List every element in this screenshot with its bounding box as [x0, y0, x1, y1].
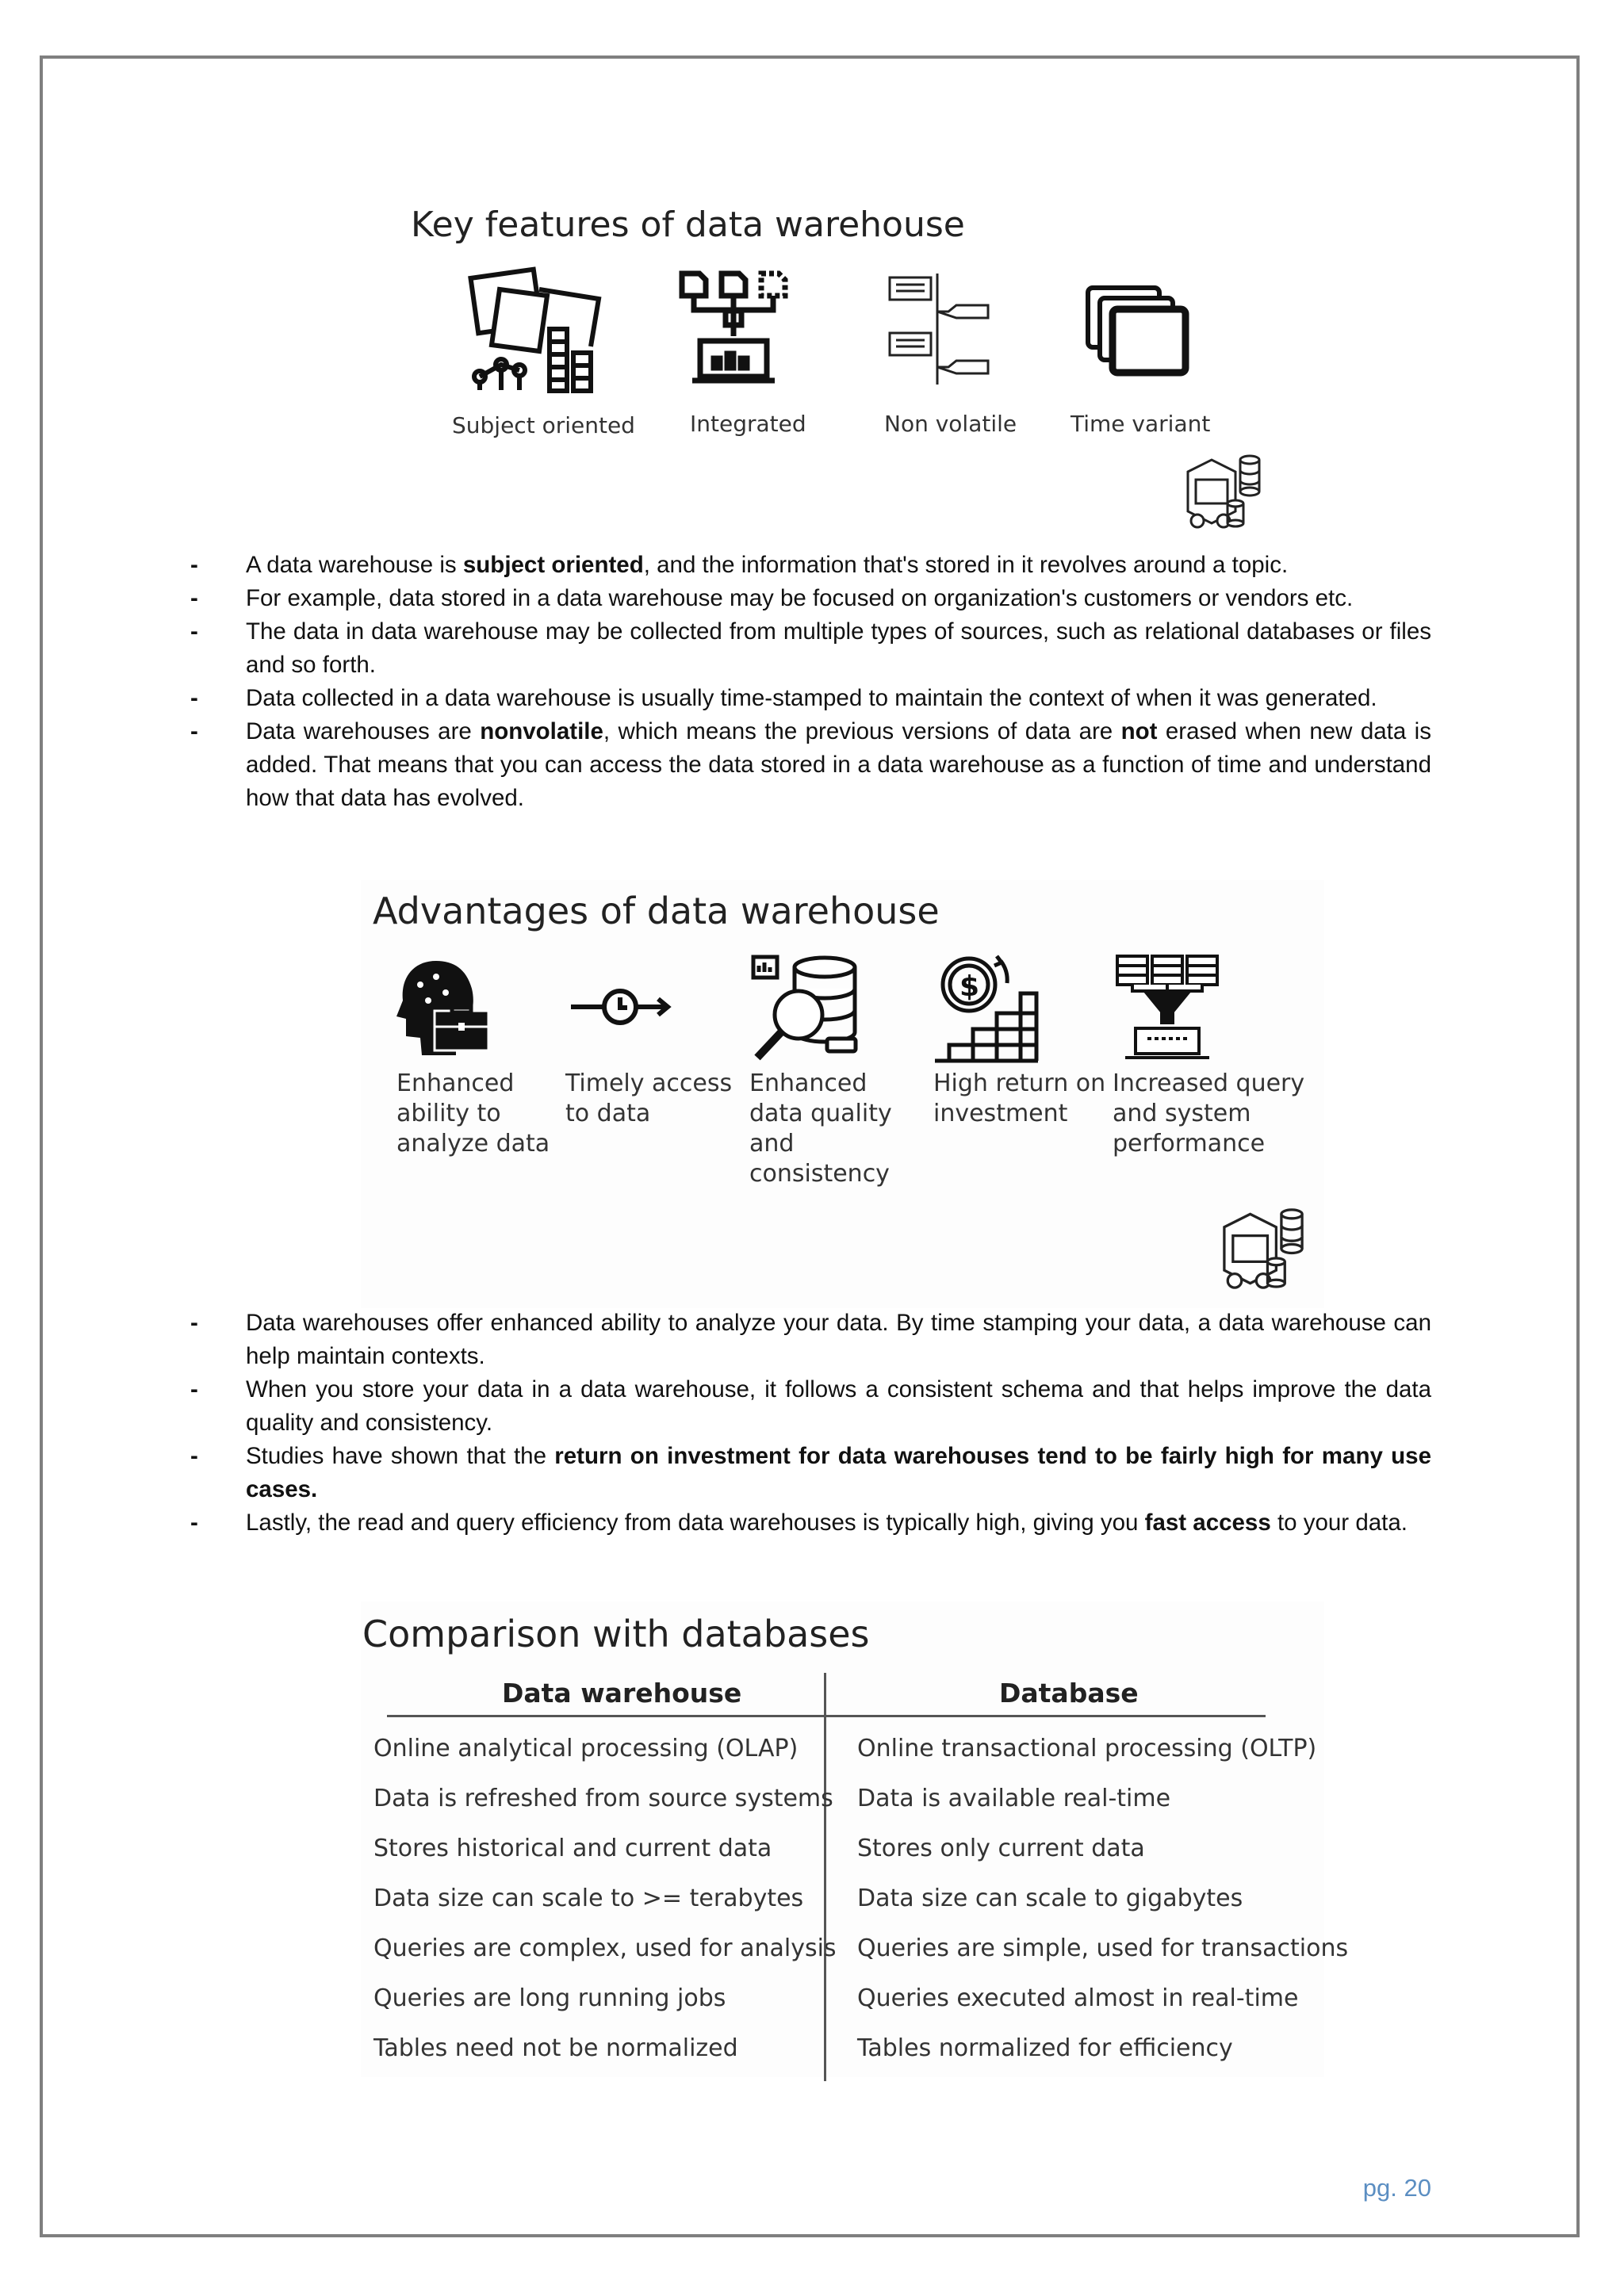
advantage-label-roi: High return on investment: [933, 1070, 1106, 1127]
cell-database: Data is available real-time: [857, 1785, 1171, 1812]
header-rule: [387, 1715, 1266, 1717]
non-volatile-icon: [888, 274, 999, 385]
bullet-item: - For example, data stored in a data warehouse may be focused on organization's customers or vendors etc.: [190, 585, 1354, 611]
bullet-list-advantages: [190, 1307, 1431, 1540]
feature-label-subject-oriented: Subject oriented: [452, 412, 635, 438]
bullet-item: - Data warehouses are nonvolatile, which means the previous versions of data are not erased when new data is added. That means that you can access the data stored in a data warehouse as a function of time and understand how that data has evolved.: [190, 718, 1431, 811]
cell-warehouse: Stores historical and current data: [373, 1835, 772, 1862]
bullet-item: - Data warehouses offer enhanced ability to analyze your data. By time stamping your data, a data warehouse can help maintain contexts.: [190, 1310, 1431, 1369]
svg-text:$: $: [959, 970, 980, 1003]
advantage-label-timely: Timely access to data: [565, 1070, 733, 1127]
servers-funnel-icon: [1116, 953, 1219, 1064]
bullet-item: - Data collected in a data warehouse is usually time-stamped to maintain the context of when it was generated.: [190, 685, 1377, 711]
bullet-list-features: [190, 549, 1431, 815]
cell-database: Queries are simple, used for transactions: [857, 1934, 1349, 1962]
head-toolbox-icon: [396, 957, 492, 1058]
warehouse-forklift-icon: [1180, 448, 1267, 535]
column-header-database: Database: [999, 1678, 1139, 1709]
cell-database: Queries executed almost in real-time: [857, 1984, 1299, 2012]
feature-label-time-variant: Time variant: [1071, 411, 1211, 437]
time-variant-icon: [1084, 284, 1195, 379]
advantages-title: Advantages of data warehouse: [373, 890, 940, 932]
column-header-data-warehouse: Data warehouse: [502, 1678, 742, 1709]
advantage-label-quality: Enhanced data quality and consistency: [749, 1070, 892, 1188]
advantages-figure: [361, 880, 1324, 1308]
cell-warehouse: Queries are long running jobs: [373, 1984, 726, 2012]
cell-database: Stores only current data: [857, 1835, 1145, 1862]
cell-warehouse: Data is refreshed from source systems: [373, 1785, 833, 1812]
clock-arrow-icon: [571, 987, 674, 1027]
cell-database: Online transactional processing (OLTP): [857, 1735, 1317, 1762]
cell-database: Data size can scale to gigabytes: [857, 1885, 1243, 1912]
advantage-label-analyze: Enhanced ability to analyze data: [396, 1070, 550, 1158]
cell-warehouse: Data size can scale to >= terabytes: [373, 1885, 804, 1912]
advantage-label-performance: Increased query and system performance: [1113, 1070, 1305, 1158]
cell-database: Tables normalized for efficiency: [857, 2034, 1233, 2062]
key-features-figure: [400, 190, 1312, 539]
feature-label-non-volatile: Non volatile: [884, 411, 1017, 437]
integrated-icon: [678, 270, 797, 388]
feature-label-integrated: Integrated: [690, 411, 806, 437]
comparison-title: Comparison with databases: [362, 1613, 870, 1655]
dollar-stairs-icon: [933, 953, 1040, 1064]
subject-oriented-icon: [468, 266, 603, 392]
comparison-figure: [361, 1601, 1349, 2077]
cell-warehouse: Tables need not be normalized: [373, 2034, 738, 2062]
key-features-title: Key features of data warehouse: [411, 205, 965, 245]
bullet-item: - When you store your data in a data warehouse, it follows a consistent schema and that helps improve the data quality and consistency.: [190, 1376, 1431, 1436]
bullet-item: - Lastly, the read and query efficiency from data warehouses is typically high, giving you fast access to your data.: [190, 1510, 1408, 1536]
bullet-item: - Studies have shown that the return on investment for data warehouses tend to be fairly high for many use cases.: [190, 1443, 1431, 1502]
database-magnifier-icon: [749, 953, 860, 1064]
column-divider: [824, 1673, 826, 2081]
warehouse-forklift-icon: [1216, 1201, 1311, 1296]
cell-warehouse: Online analytical processing (OLAP): [373, 1735, 799, 1762]
bullet-item: - A data warehouse is subject oriented, and the information that's stored in it revolves around a topic.: [190, 552, 1289, 578]
cell-warehouse: Queries are complex, used for analysis: [373, 1934, 837, 1962]
page-number: pg. 20: [1362, 2174, 1431, 2202]
bullet-item: - The data in data warehouse may be collected from multiple types of sources, such as relational databases or files and so forth.: [190, 618, 1431, 678]
